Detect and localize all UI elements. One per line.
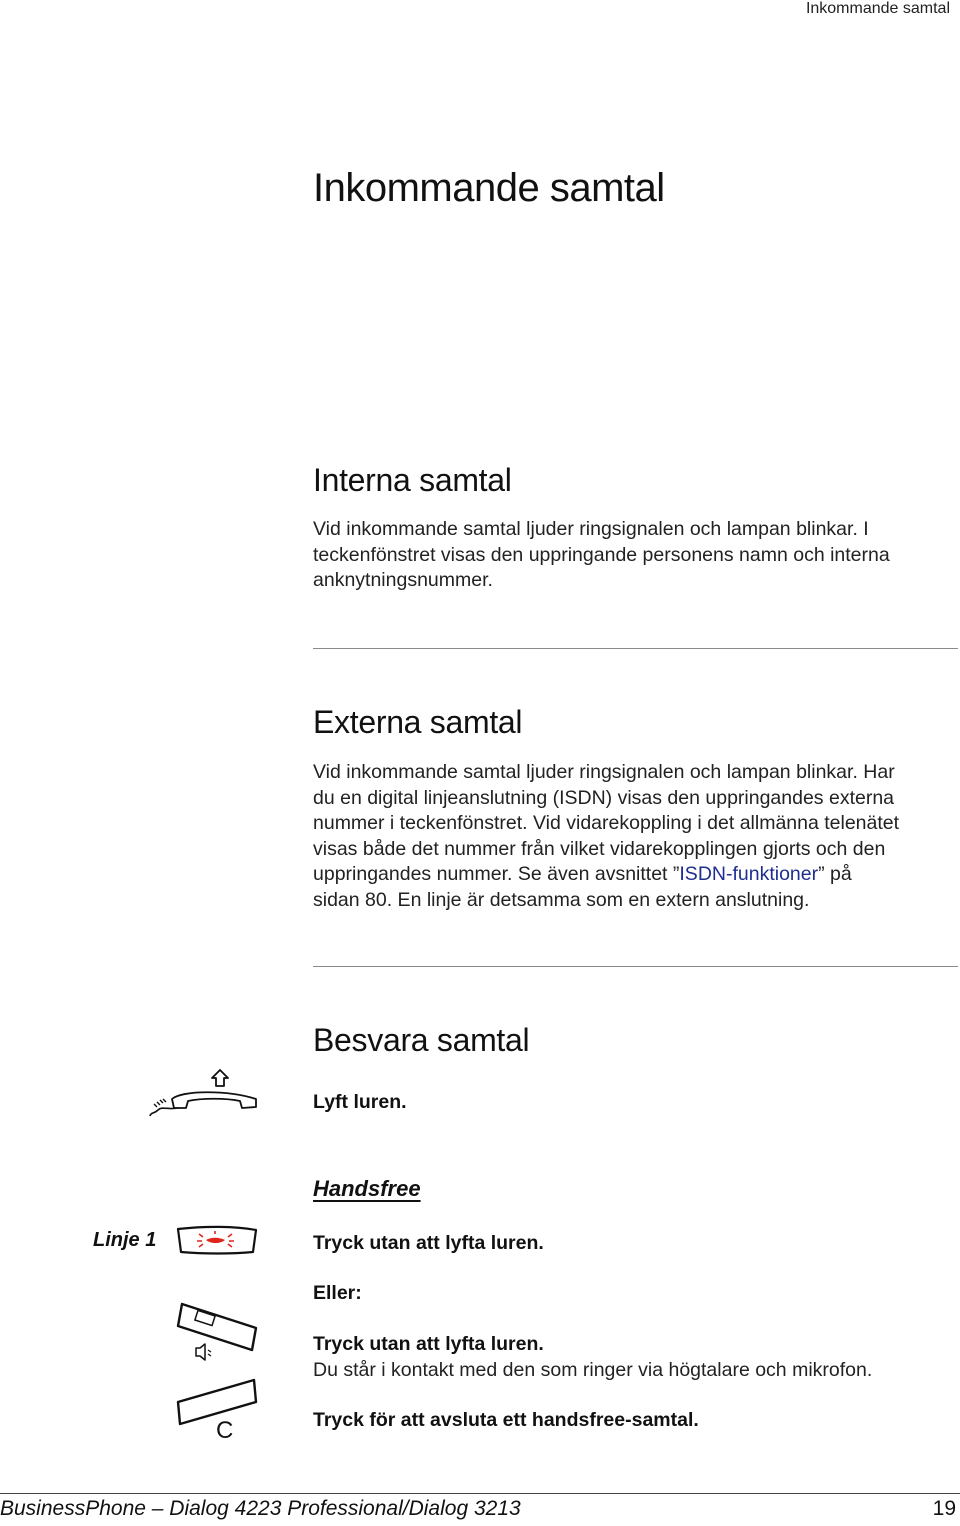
running-header: Inkommande samtal: [805, 0, 950, 17]
end-handsfree-instruction: Tryck för att avsluta ett handsfree-samtal.: [313, 1409, 699, 1431]
externa-text: uppringandes nummer. Se även avsnittet ”: [313, 863, 680, 885]
handsfree-heading: Handsfree: [313, 1176, 421, 1201]
lift-handset-icon: [148, 1066, 260, 1118]
page-number: 19: [932, 1497, 956, 1520]
speaker-contact-note: Du står i kontakt med den som ringer via högtalare och mikrofon.: [313, 1359, 873, 1381]
externa-text: ” på: [818, 863, 852, 885]
externa-line: du en digital linjeanslutning (ISDN) visas den uppringandes externa: [313, 786, 895, 809]
lift-handset-instruction: Lyft luren.: [313, 1091, 407, 1113]
handsfree-press-instruction: Tryck utan att lyfta luren.: [313, 1232, 544, 1254]
heading-interna-samtal: Interna samtal: [313, 462, 512, 498]
isdn-funktioner-link[interactable]: ISDN-funktioner: [679, 863, 819, 885]
interna-line: Vid inkommande samtal ljuder ringsignalen och lampan blinkar. I: [313, 518, 869, 540]
externa-line: sidan 80. En linje är detsamma som en extern anslutning.: [313, 888, 810, 911]
interna-paragraph: [313, 517, 958, 594]
footer-product-title: BusinessPhone – Dialog 4223 Professional/Dialog 3213: [0, 1497, 521, 1520]
speaker-press-instruction: Tryck utan att lyfta luren.: [313, 1333, 544, 1355]
section-divider: [313, 648, 958, 649]
externa-line: [313, 862, 958, 888]
footer-rule: [0, 1493, 960, 1494]
clear-key-glyph: C: [216, 1417, 234, 1444]
or-label: Eller:: [313, 1282, 362, 1304]
heading-besvara-samtal: Besvara samtal: [313, 1022, 530, 1058]
line-key-lamp-icon[interactable]: [175, 1224, 259, 1256]
interna-line: teckenfönstret visas den uppringande personens namn och interna: [313, 543, 890, 566]
line-key-label: Linje 1: [93, 1229, 157, 1251]
heading-externa-samtal: Externa samtal: [313, 704, 523, 740]
externa-line: Vid inkommande samtal ljuder ringsignalen och lampan blinkar. Har: [313, 761, 895, 783]
section-divider: [313, 966, 958, 967]
page-title: Inkommande samtal: [313, 166, 665, 210]
speaker-key-icon[interactable]: [174, 1300, 260, 1366]
externa-line: visas både det nummer från vilket vidarekopplingen gjorts och den: [313, 837, 886, 860]
externa-line: nummer i teckenfönstret. Vid vidarekoppling i det allmänna telenätet: [313, 812, 900, 834]
interna-line: anknytningsnummer.: [313, 569, 493, 591]
externa-paragraph: [313, 760, 958, 913]
